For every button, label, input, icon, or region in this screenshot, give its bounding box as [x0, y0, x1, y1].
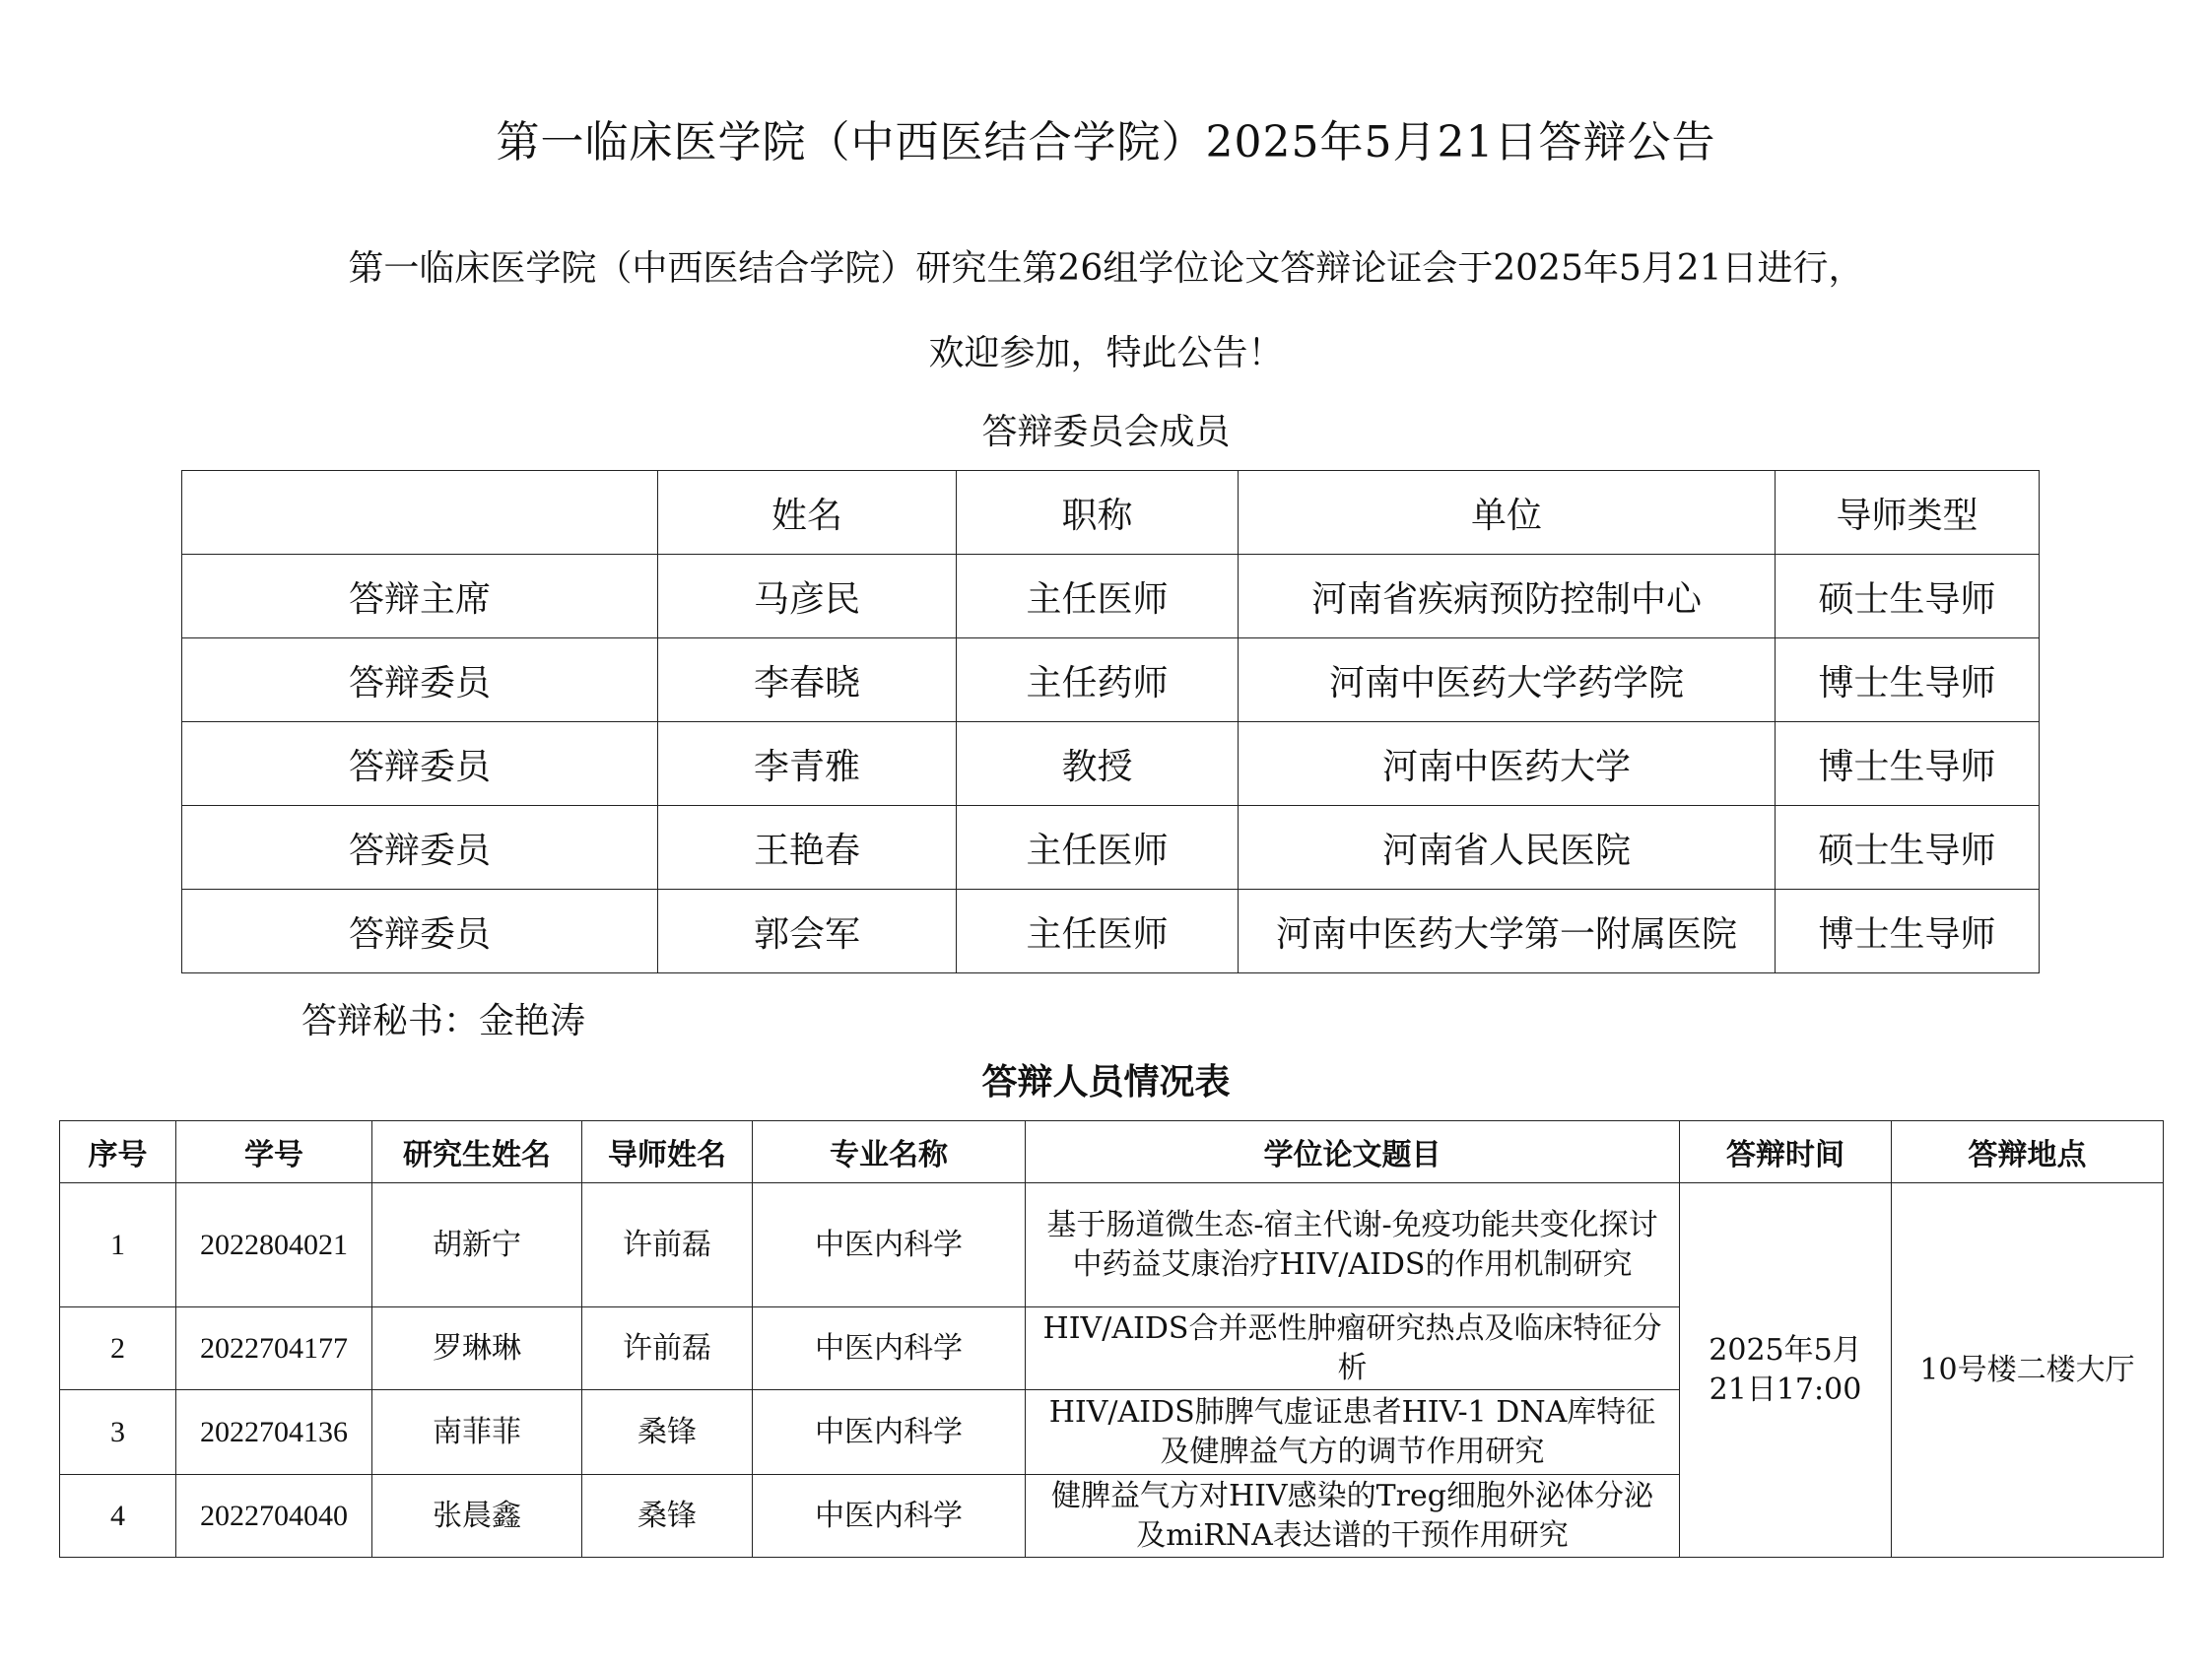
students-header-cell: 学位论文题目: [1026, 1121, 1680, 1183]
committee-role: 答辩主席: [182, 555, 658, 638]
committee-supervisor-type: 博士生导师: [1776, 890, 2040, 973]
thesis-title: 基于肠道微生态-宿主代谢-免疫功能共变化探讨中药益艾康治疗HIV/AIDS的作用机制研究: [1026, 1183, 1680, 1307]
thesis-title: HIV/AIDS肺脾气虚证患者HIV-1 DNA库特征及健脾益气方的调节作用研究: [1026, 1390, 1680, 1475]
committee-row: [182, 890, 2040, 973]
student-name: 胡新宁: [372, 1183, 582, 1307]
student-name: 南菲菲: [372, 1390, 582, 1475]
student-index: 1: [60, 1183, 176, 1307]
committee-name: 马彦民: [658, 555, 957, 638]
committee-supervisor-type: 硕士生导师: [1776, 555, 2040, 638]
intro-line-1: 第一临床医学院（中西医结合学院）研究生第26组学位论文答辩论证会于2025年5月21日进行，: [348, 248, 1864, 289]
committee-role: 答辩委员: [182, 806, 658, 890]
student-id: 2022704177: [176, 1307, 372, 1390]
committee-supervisor-type: 博士生导师: [1776, 722, 2040, 806]
student-index: 2: [60, 1307, 176, 1390]
students-header-row: [60, 1121, 2164, 1183]
committee-title: 教授: [957, 722, 1239, 806]
student-index: 4: [60, 1475, 176, 1558]
committee-header-cell: 姓名: [658, 471, 957, 555]
student-id: 2022704136: [176, 1390, 372, 1475]
committee-title: 主任医师: [957, 806, 1239, 890]
committee-unit: 河南中医药大学第一附属医院: [1239, 890, 1776, 973]
student-index: 3: [60, 1390, 176, 1475]
student-major: 中医内科学: [753, 1475, 1026, 1558]
students-header-cell: 导师姓名: [582, 1121, 753, 1183]
committee-row: [182, 722, 2040, 806]
student-advisor: 许前磊: [582, 1183, 753, 1307]
committee-title: 主任药师: [957, 638, 1239, 722]
student-name: 张晨鑫: [372, 1475, 582, 1558]
students-header-cell: 答辩时间: [1680, 1121, 1892, 1183]
committee-role: 答辩委员: [182, 722, 658, 806]
students-header-cell: 序号: [60, 1121, 176, 1183]
committee-header-row: [182, 471, 2040, 555]
students-header-cell: 学号: [176, 1121, 372, 1183]
intro-line-2: 欢迎参加，特此公告！: [928, 333, 1284, 373]
committee-header-cell: [182, 471, 658, 555]
student-major: 中医内科学: [753, 1183, 1026, 1307]
committee-unit: 河南省疾病预防控制中心: [1239, 555, 1776, 638]
committee-unit: 河南中医药大学: [1239, 722, 1776, 806]
committee-unit: 河南中医药大学药学院: [1239, 638, 1776, 722]
committee-header-cell: 职称: [957, 471, 1239, 555]
secretary-line: 答辩秘书：金艳涛: [302, 1001, 586, 1041]
committee-unit: 河南省人民医院: [1239, 806, 1776, 890]
students-header-cell: 答辩地点: [1892, 1121, 2164, 1183]
committee-row: [182, 638, 2040, 722]
student-advisor: 桑锋: [582, 1390, 753, 1475]
student-major: 中医内科学: [753, 1390, 1026, 1475]
student-advisor: 桑锋: [582, 1475, 753, 1558]
students-header-cell: 专业名称: [753, 1121, 1026, 1183]
students-table: [59, 1120, 2164, 1558]
committee-name: 王艳春: [658, 806, 957, 890]
student-advisor: 许前磊: [582, 1307, 753, 1390]
committee-name: 郭会军: [658, 890, 957, 973]
thesis-title: 健脾益气方对HIV感染的Treg细胞外泌体分泌及miRNA表达谱的干预作用研究: [1026, 1475, 1680, 1558]
committee-title: 主任医师: [957, 555, 1239, 638]
committee-header-cell: 单位: [1239, 471, 1776, 555]
student-row: [60, 1183, 2164, 1307]
committee-supervisor-type: 博士生导师: [1776, 638, 2040, 722]
committee-table: [181, 470, 2040, 973]
committee-role: 答辩委员: [182, 890, 658, 973]
student-major: 中医内科学: [753, 1307, 1026, 1390]
defense-time: 2025年5月21日17:00: [1680, 1183, 1892, 1558]
committee-name: 李青雅: [658, 722, 957, 806]
students-caption: 答辩人员情况表: [981, 1061, 1231, 1103]
committee-header-cell: 导师类型: [1776, 471, 2040, 555]
committee-supervisor-type: 硕士生导师: [1776, 806, 2040, 890]
student-name: 罗琳琳: [372, 1307, 582, 1390]
student-id: 2022804021: [176, 1183, 372, 1307]
committee-caption: 答辩委员会成员: [981, 412, 1231, 452]
page-title: 第一临床医学院（中西医结合学院）2025年5月21日答辩公告: [496, 117, 1716, 167]
thesis-title: HIV/AIDS合并恶性肿瘤研究热点及临床特征分析: [1026, 1307, 1680, 1390]
committee-row: [182, 806, 2040, 890]
defense-location: 10号楼二楼大厅: [1892, 1183, 2164, 1558]
committee-row: [182, 555, 2040, 638]
students-header-cell: 研究生姓名: [372, 1121, 582, 1183]
committee-title: 主任医师: [957, 890, 1239, 973]
committee-name: 李春晓: [658, 638, 957, 722]
student-id: 2022704040: [176, 1475, 372, 1558]
committee-role: 答辩委员: [182, 638, 658, 722]
